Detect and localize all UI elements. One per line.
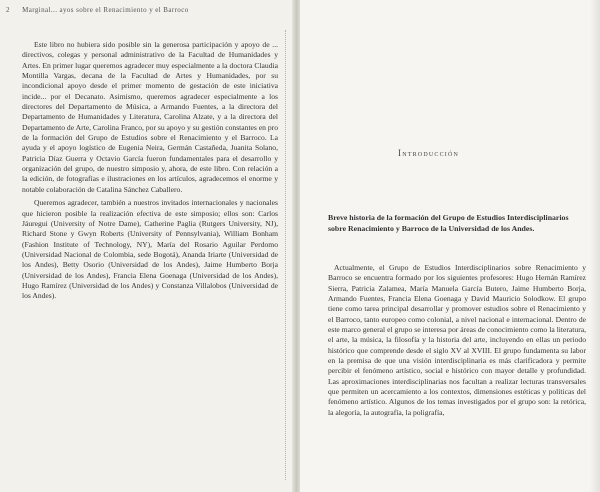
right-body-text [328,263,586,418]
chapter-title: Introducción [398,148,460,158]
chapter-subtitle: Breve historia de la formación del Grupo de Estudios Interdisciplinarios sobre Renacimiento y Barroco de la Universidad de los Andes. [328,213,569,233]
acknowledgments-paragraph-2: Queremos agradecer, también a nuestros invitados internacionales y nacionales que hicieron posible la realización efectiva de este simposio; ellos son: Carlos Jáuregui (University of Notre Dame), Catherine Paglia (Rutgers University, NJ), Richard Stone y Gwyn Roberts (University of Pennsylvania), William Bonham (Fashion Institute of Technology, NY), María del Rosario Aguilar Perdomo (Universidad Nacional de Colombia, sede Bogotá), Ananda Iriarte (Universidad de los Andes), Betty Osorio (Universidad de los Andes), Jaime Humberto Borja (Universidad de los Andes), Francia Elena Goenaga (Universidad de los Andes), Hugo Ramírez (Universidad de los Andes) y Constanza Villalobos (Universidad de los Andes). [22,198,278,301]
left-body-text [22,40,278,302]
running-header [6,6,288,14]
introduction-paragraph-1: Actualmente, el Grupo de Estudios Interdisciplinarios sobre Renacimiento y Barroco se encuentra formado por los siguientes profesores: Hugo Hernán Ramírez Sierra, Patricia Zalamea, María Manuela García Butero, Jaime Humberto Borja, Armando Fuentes, Francia Elena Goenaga y David Mauricio Solodkow. El grupo tiene como tarea principal desarrollar y promover estudios sobre el Renacimiento y el Barroco, tanto europeo como colonial, a nivel nacional e internacional. Dentro de este marco general el grupo se interesa por áreas de conocimiento como la literatura, el arte, la música, la filosofía y la historia del arte, incluyendo en ellas un periodo histórico que comprende desde el siglo XV al XVIII. El grupo fundamenta su labor en la premisa de que una visión interdisciplinaria es más clarificadora y permite percibir el fenómeno artístico, social e histórico con mayor detalle y profundidad. Las aproximaciones interdisciplinarias nos facultan a realizar lecturas transversales que permiten un acercamiento a los contextos, dimensiones estéticas y políticas del fenómeno artístico. Algunos de los temas investigados por el grupo son: la retórica, la alegoría, la autografía, la poligrafía, [328,263,586,417]
page-number: 2 [6,6,10,14]
gutter-shadow [285,30,288,480]
left-page [0,0,296,492]
page-edge-shadow [590,0,600,492]
running-header-text: Marginal... ayos sobre el Renacimiento y el Barroco [22,6,189,14]
acknowledgments-paragraph-1: Este libro no hubiera sido posible sin la generosa participación y apoyo de ... directivos, colegas y personal administrativo de la Facultad de Humanidades y Artes. En primer lugar queremos agradecer muy especialmente a la doctora Claudia Montilla Vargas, decana de la Facultad de Artes y Humanidades, por su incondicional apoyo desde el primer momento de gestación de este iniciativa incide... por el Decanato. Asimismo, queremos agradecer especialmente a los directores del Departamento de Música, a Armando Fuentes, a la directora del Departamento de Humanidades y Literatura, Carolina Alzate, y a la directora del Departamento de Arte, Carolina Franco, por su apoyo y su gestión constantes en pro de la formación del Grupo de Estudios sobre el Renacimiento y el Barroco. La ayuda y el apoyo logístico de Eugenia Neira, Germán Castañeda, Juanita Solano, Patricia Díaz Guerra y Octavio García fueron fundamentales para el desarrollo y organización del grupo, de nuestro simposio y, ahora, de este libro. Con relación a la edición, de fotografías e ilustraciones en los artículos, agradecemos el enorme y notable colaboración de Catalina Sánchez Caballero. [22,40,278,194]
right-page [300,0,600,492]
